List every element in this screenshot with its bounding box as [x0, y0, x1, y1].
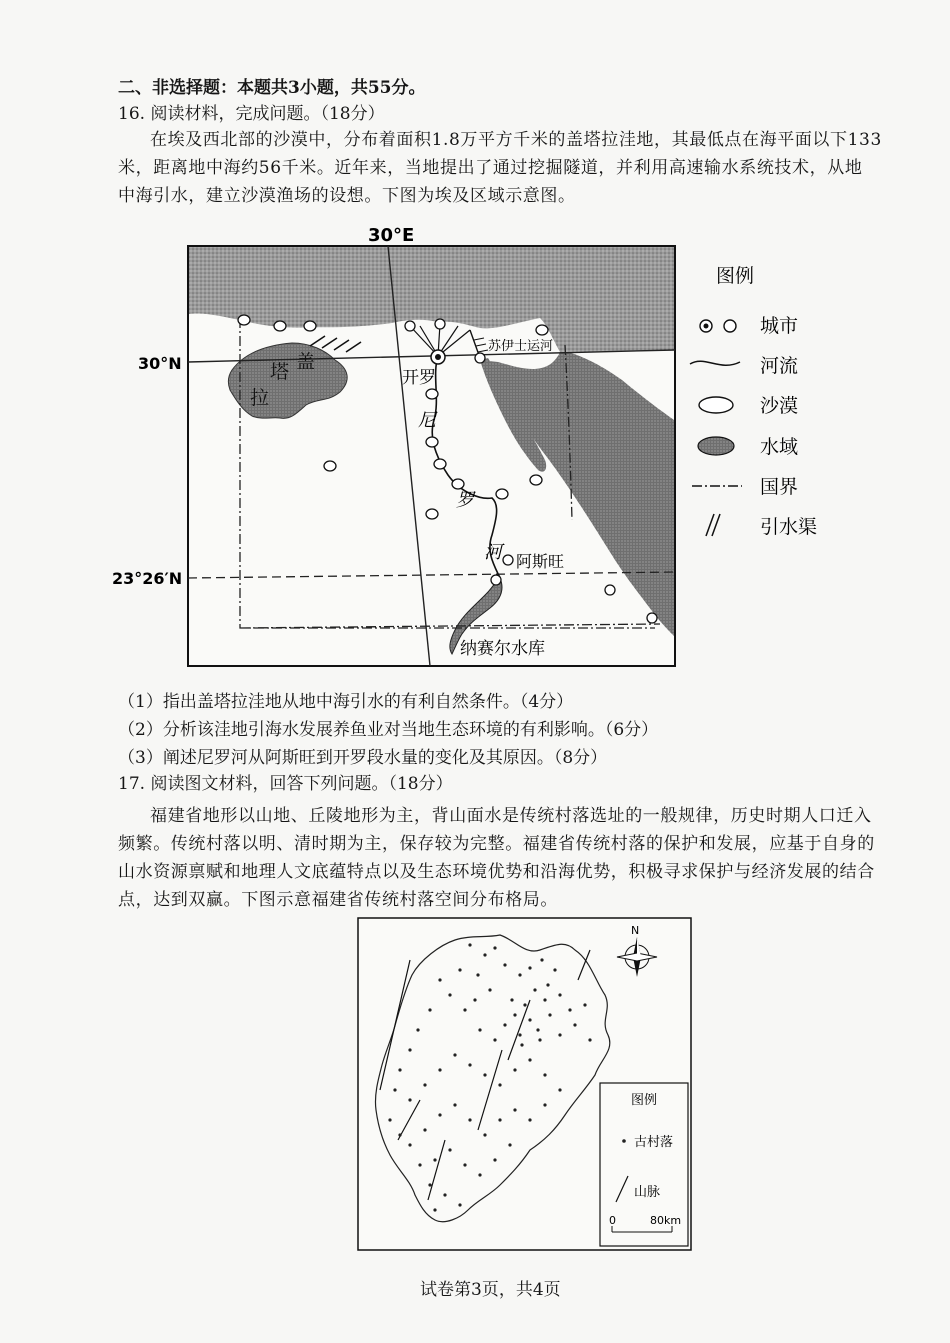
- q16-question-1: （1）指出盖塔拉洼地从地中海引水的有利自然条件。（4分）: [118, 692, 574, 712]
- qattara-label-3: 拉: [250, 387, 270, 409]
- q16-question-3: （3）阐述尼罗河从阿斯旺到开罗段水量的变化及其原因。（8分）: [118, 748, 608, 768]
- legend-city-icon: [700, 320, 736, 332]
- legend-channel: 引水渠: [760, 516, 818, 538]
- section-header: 二、非选择题：本题共3小题，共55分。: [118, 78, 426, 98]
- suez-canal-label: 苏伊士运河: [488, 339, 554, 354]
- q16-title: 16. 阅读材料，完成问题。（18分）: [118, 104, 385, 124]
- q17-title: 17. 阅读图文材料，回答下列问题。（18分）: [118, 774, 453, 794]
- lat-tropic-label: 23°26′N: [112, 569, 183, 588]
- legend-border: 国界: [760, 476, 799, 498]
- scale-80km: 80km: [650, 1214, 682, 1227]
- cairo-city-marker: [431, 350, 445, 364]
- q17-para-line-4: 点，达到双赢。下图示意福建省传统村落空间分布格局。: [118, 890, 558, 910]
- legend-river-icon: [690, 361, 740, 365]
- nile-label-3: 河: [484, 542, 502, 563]
- q17-para-line-3: 山水资源禀赋和地理人文底蕴特点以及生态环境优势和沿海优势，积极寻求保护与经济发展的结合: [118, 862, 875, 882]
- fujian-legend-title: 图例: [631, 1093, 658, 1108]
- q17-para-line-1: 福建省地形以山地、丘陵地形为主，背山面水是传统村落选址的一般规律，历史时期人口迁入: [150, 806, 872, 826]
- q16-para-line-1: 在埃及西北部的沙漠中，分布着面积1.8万平方千米的盖塔拉洼地，其最低点在海平面以下133: [150, 130, 882, 150]
- q17-para-line-2: 频繁。传统村落以明、清时期为主，保存较为完整。福建省传统村落的保护和发展，应基于自身的: [118, 834, 875, 854]
- legend-city: 城市: [760, 315, 799, 337]
- fujian-map: [0, 910, 950, 1260]
- legend-desert: 沙漠: [760, 395, 799, 417]
- mountain-legend-label: 山脉: [634, 1185, 661, 1200]
- village-legend-icon: [622, 1139, 626, 1143]
- legend-title: 图例: [716, 265, 755, 287]
- legend-desert-icon: [699, 397, 733, 413]
- aswan-label: 阿斯旺: [516, 552, 565, 571]
- legend-channel-icon: [706, 514, 720, 536]
- cairo-label: 开罗: [402, 368, 436, 388]
- legend-water-icon: [698, 437, 734, 455]
- lon-30e-label: 30°E: [368, 225, 415, 246]
- nile-label-2: 罗: [456, 490, 474, 511]
- north-label: N: [631, 924, 640, 937]
- qattara-label-2: 塔: [270, 361, 290, 383]
- lat-30n-label: 30°N: [138, 354, 182, 373]
- nile-label-1: 尼: [418, 410, 436, 431]
- legend-river: 河流: [760, 355, 799, 377]
- legend-water: 水域: [760, 436, 799, 458]
- q16-para-line-3: 中海引水，建立沙漠渔场的设想。下图为埃及区域示意图。: [118, 186, 576, 206]
- scale-zero: 0: [609, 1214, 616, 1227]
- qattara-label-1: 盖: [296, 351, 316, 373]
- q16-question-2: （2）分析该洼地引海水发展养鱼业对当地生态环境的有利影响。（6分）: [118, 720, 659, 740]
- village-legend-label: 古村落: [634, 1135, 674, 1150]
- q16-para-line-2: 米，距离地中海约56千米。近年来，当地提出了通过挖掘隧道，并利用高速输水系统技术，从地: [118, 158, 863, 178]
- lake-nasser-label: 纳赛尔水库: [460, 639, 545, 659]
- page-footer: 试卷第3页，共4页: [420, 1280, 561, 1300]
